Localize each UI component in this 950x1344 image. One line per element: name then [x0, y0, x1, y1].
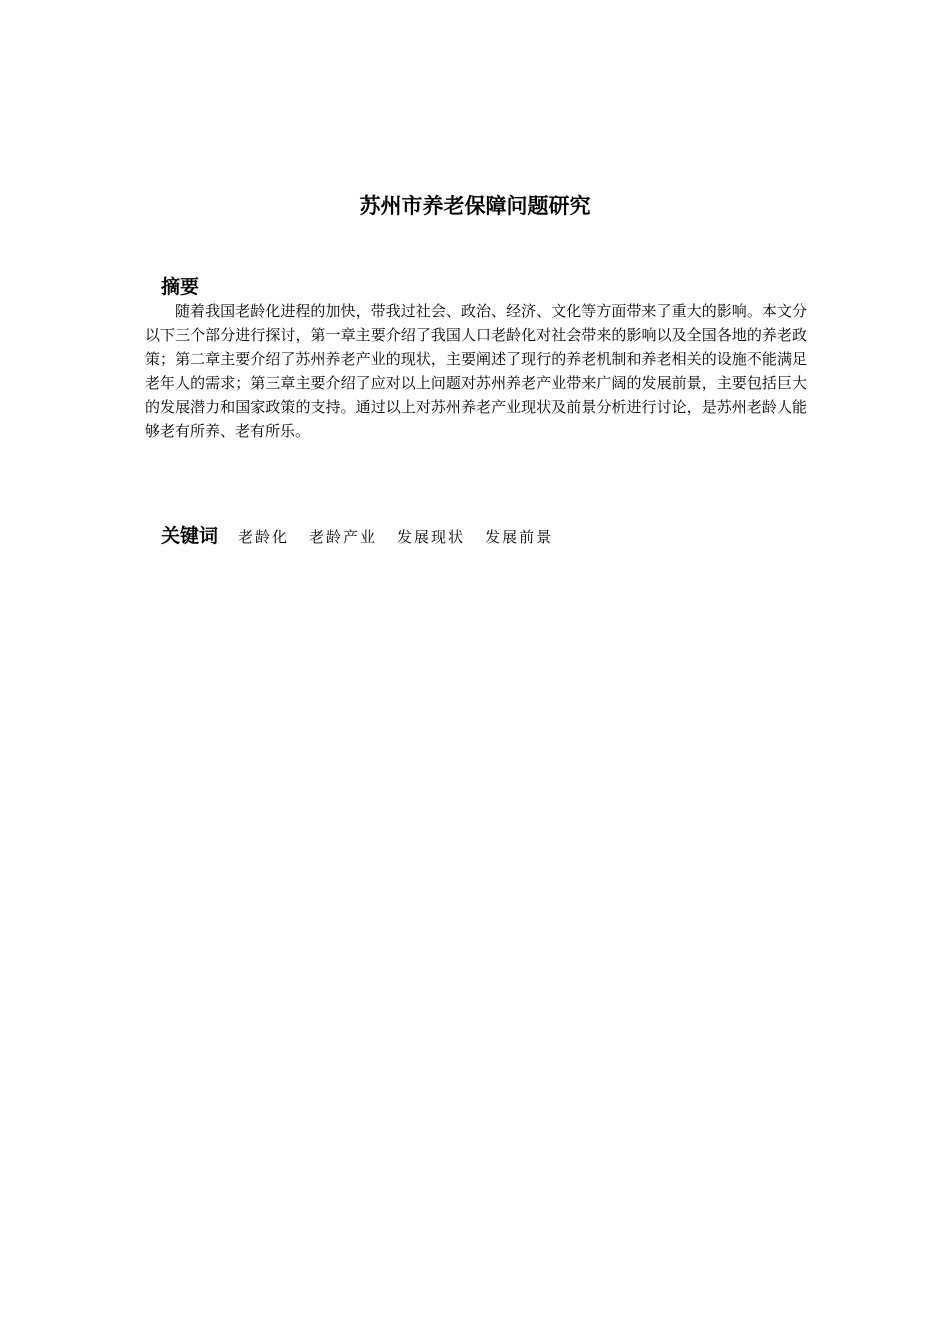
keywords-row — [161, 523, 573, 550]
keyword-item: 老龄产业 — [309, 528, 378, 546]
abstract-body: 随着我国老龄化进程的加快，带我过社会、政治、经济、文化等方面带来了重大的影响。本文分以下三个部分进行探讨，第一章主要介绍了我国人口老龄化对社会带来的影响以及全国各地的养老政策；第二章主要介绍了苏州养老产业的现状，主要阐述了现行的养老机制和养老相关的设施不能满足老年人的需求；第三章主要介绍了应对以上问题对苏州养老产业带来广阔的发展前景，主要包括巨大的发展潜力和国家政策的支持。通过以上对苏州养老产业现状及前景分析进行讨论，是苏州老龄人能够老有所养、老有所乐。 — [145, 302, 807, 440]
keyword-item: 发展前景 — [485, 528, 554, 546]
keyword-item: 老龄化 — [238, 528, 290, 546]
keyword-item: 发展现状 — [397, 528, 466, 546]
document-title: 苏州市养老保障问题研究 — [359, 194, 591, 218]
keywords-label: 关键词 — [161, 525, 219, 547]
abstract-heading: 摘要 — [161, 276, 200, 298]
